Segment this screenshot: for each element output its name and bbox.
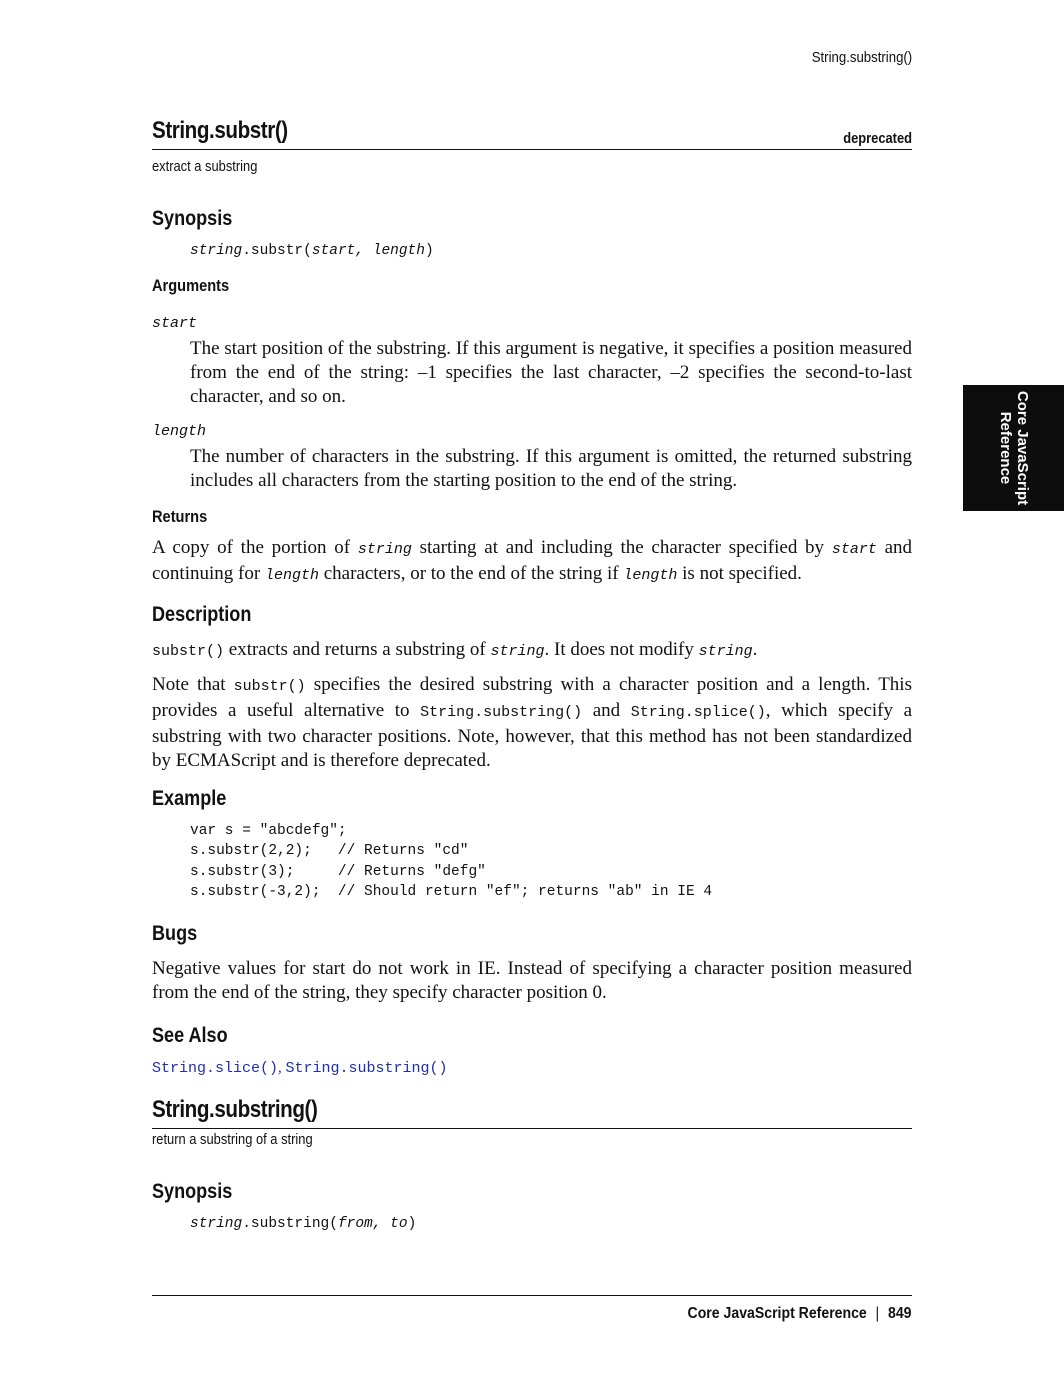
- footer-separator: |: [876, 1305, 880, 1322]
- synopsis-args: start, length: [311, 243, 425, 259]
- page-number: 849: [888, 1305, 912, 1322]
- desc-text: specifies the desired substring with a character position and a length. This provides a useful alternative to: [152, 674, 912, 721]
- desc-text: Note that: [152, 674, 234, 695]
- see-also-links: [152, 1060, 448, 1077]
- desc-code: String.splice(): [630, 704, 766, 721]
- synopsis-obj: string: [190, 1216, 243, 1232]
- description-para-1: [152, 638, 912, 664]
- synopsis-heading: Synopsis: [152, 207, 233, 230]
- desc-text: and: [582, 700, 631, 721]
- synopsis-heading: Synopsis: [152, 1180, 233, 1203]
- synopsis-close: ): [407, 1216, 417, 1232]
- bugs-heading: Bugs: [152, 922, 198, 945]
- arg-start-name: start: [152, 315, 198, 332]
- entry-subtitle: extract a substring: [152, 158, 258, 175]
- desc-text: extracts and returns a substring of: [224, 639, 491, 660]
- entry-title: String.substr(): [152, 117, 288, 144]
- entry-header-substring: [152, 1096, 912, 1129]
- returns-text-part: starting at and including the character specified by: [411, 537, 832, 558]
- thumb-tab-line: Reference: [996, 411, 1014, 485]
- thumb-tab-line: Core JavaScript: [1013, 390, 1031, 506]
- running-head: String.substring(): [811, 49, 912, 66]
- thumb-tab-label: [997, 391, 1031, 505]
- returns-text-part: is not specified.: [677, 563, 802, 584]
- synopsis-code: [190, 1214, 416, 1234]
- arg-start-desc: The start position of the substring. If this argument is negative, it specifies a position measured from the end of the string: –1 specifies the last character, –2 specifies the second-to-last character, and so on.: [190, 338, 912, 407]
- footer-rule: [152, 1295, 912, 1296]
- example-heading: Example: [152, 787, 227, 810]
- desc-text: .: [752, 639, 758, 660]
- see-also-heading: See Also: [152, 1024, 228, 1047]
- footer: [688, 1305, 912, 1323]
- description-heading: Description: [152, 603, 252, 626]
- desc-text: , which specify a substring with two character positions. Note, however, that this method has not been standardized by ECMAScript and is therefore deprecated.: [152, 700, 913, 771]
- desc-code: substr(): [152, 643, 225, 660]
- description-para-2: [152, 673, 912, 773]
- desc-code: string: [490, 643, 545, 660]
- see-also-link-substring[interactable]: String.substring(): [285, 1060, 448, 1077]
- arg-length-name: length: [152, 423, 207, 440]
- desc-code: String.substring(): [420, 704, 583, 721]
- arguments-heading: Arguments: [152, 276, 230, 295]
- arg-length-desc: The number of characters in the substring. If this argument is omitted, the returned substring includes all characters from the starting position to the end of the string.: [190, 446, 912, 491]
- returns-text-part: A copy of the portion of: [152, 537, 358, 558]
- returns-code-length: length: [264, 567, 319, 584]
- desc-code: substr(): [233, 678, 306, 695]
- footer-label: Core JavaScript Reference: [688, 1305, 868, 1322]
- see-also-separator: ,: [278, 1060, 286, 1076]
- synopsis-code: [190, 241, 434, 261]
- bugs-text: Negative values for start do not work in IE. Instead of specifying a character position measured from the end of the string, they specify character position 0.: [152, 958, 912, 1003]
- entry-title: String.substring(): [152, 1096, 318, 1123]
- deprecated-flag: deprecated: [843, 130, 912, 147]
- returns-text-part: characters, or to the end of the string if: [318, 563, 624, 584]
- returns-code-length: length: [623, 567, 678, 584]
- returns-code-string: string: [357, 541, 412, 558]
- desc-text: . It does not modify: [544, 639, 699, 660]
- example-code: var s = "abcdefg"; s.substr(2,2); // Returns "cd" s.substr(3); // Returns "defg" s.substr(-3,2); // Should return "ef"; returns "ab" in IE 4: [190, 823, 713, 900]
- desc-code: string: [698, 643, 753, 660]
- returns-text: [152, 536, 912, 588]
- entry-header-substr: [152, 117, 912, 150]
- synopsis-args: from, to: [337, 1216, 408, 1232]
- synopsis-obj: string: [190, 243, 243, 259]
- synopsis-method: .substr(: [242, 243, 312, 259]
- entry-subtitle: return a substring of a string: [152, 1131, 313, 1148]
- synopsis-method: .substring(: [242, 1216, 338, 1232]
- synopsis-close: ): [424, 243, 434, 259]
- thumb-tab: [963, 385, 1064, 511]
- returns-code-start: start: [831, 541, 877, 558]
- see-also-link-slice[interactable]: String.slice(): [152, 1060, 279, 1077]
- returns-text-part: and continuing for: [152, 537, 913, 584]
- returns-heading: Returns: [152, 507, 208, 526]
